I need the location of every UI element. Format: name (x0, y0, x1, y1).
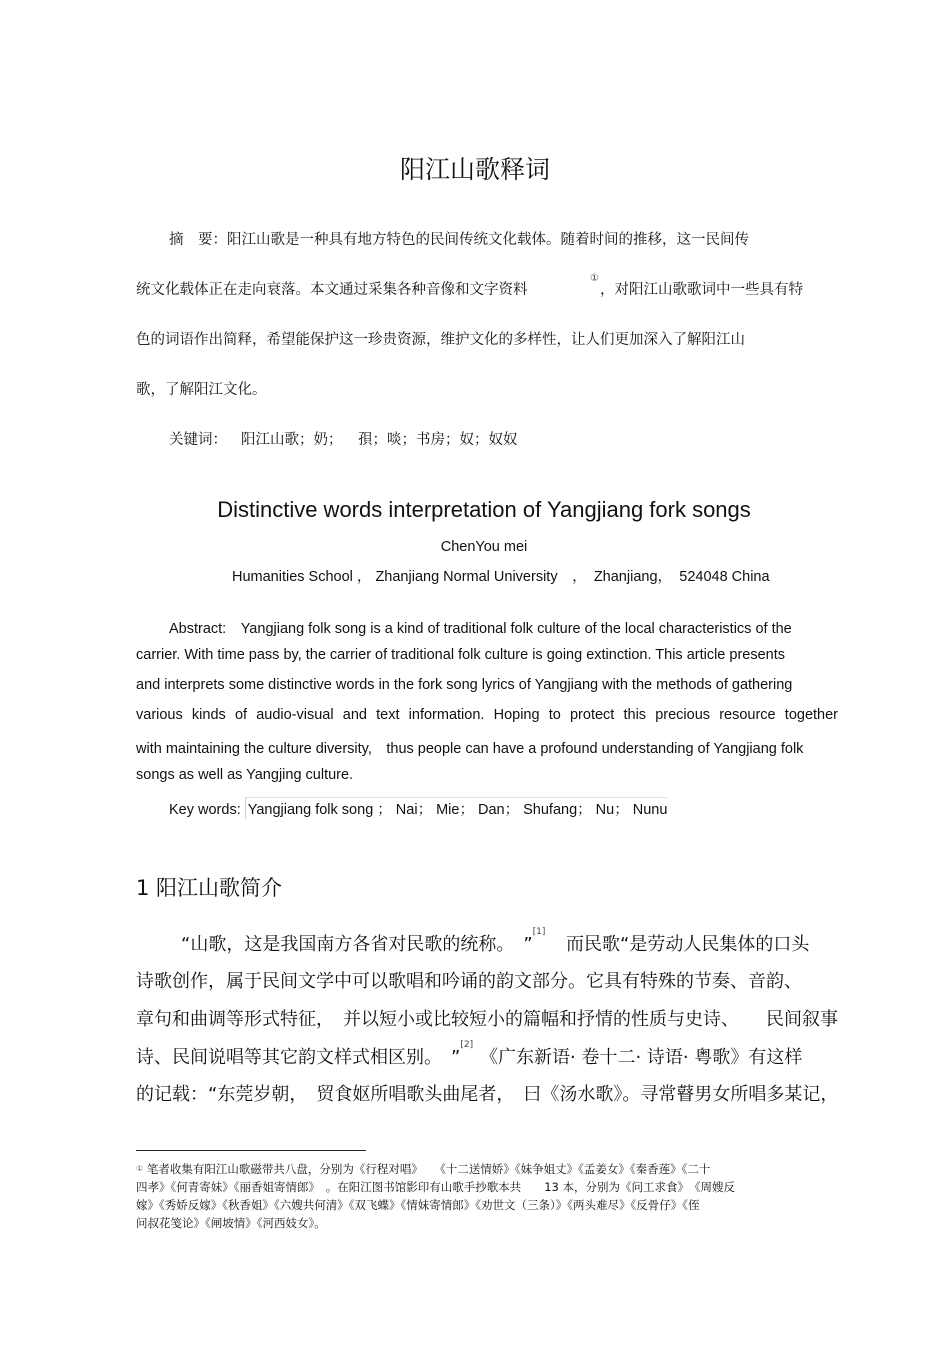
abstract-en-line-1: Abstract: Yangjiang folk song is a kind of traditional folk culture of the local characteristics of the (169, 621, 792, 637)
abstract-en-line-6: songs as well as Yangjing culture. (136, 767, 354, 783)
keywords-en-value: Yangjiang folk song ； Nai； Mie； Dan； Shufang； Nu； Nunu (245, 797, 668, 819)
keywords-en-label: Key words: (169, 802, 241, 818)
keywords-cn-label: 关键词： (169, 432, 227, 448)
keywords-cn (169, 428, 227, 449)
abstract-cn-line-2-cont: ，对阳江山歌歌词中一些具有特 (600, 282, 803, 298)
abstract-cn-line-4: 歌，了解阳江文化。 (136, 382, 267, 398)
footnote-line-1 (136, 1160, 735, 1178)
section-1-line-4b: 《广东新语· 卷十二· 诗语· 粤歌》有这样 (480, 1047, 803, 1068)
abstract-en-line-4: various kinds of audio-visual and text information. Hoping to protect this precious resource together (136, 707, 838, 723)
ref-1: [1] (532, 927, 546, 937)
footnote-mark: ① (136, 1164, 144, 1173)
abstract-cn-line-2-text: 统文化载体正在走向衰落。本文通过采集各种音像和文字资料 (136, 282, 528, 298)
section-1-heading: 1 阳江山歌简介 (136, 876, 283, 900)
page-title-cn: 阳江山歌释词 (399, 155, 550, 184)
author-en: ChenYou mei (440, 539, 528, 555)
abstract-en-line-3: and interprets some distinctive words in the fork song lyrics of Yangjiang with the methods of gathering (136, 677, 793, 693)
footnote-marker-1: ① (590, 273, 599, 284)
section-1-line-1b: 而民歌“是劳动人民集体的口头 (566, 934, 810, 955)
abstract-cn-line-3: 色的词语作出简释，希望能保护这一珍贵资源，维护文化的多样性，让人们更加深入了解阳江山 (136, 332, 745, 348)
footnote-line-3: 嫁》《秀娇反嫁》《秋香姐》《六嫂共何清》《双飞蝶》《情妹寄情郎》《劝世文（三条）》《两头难尽》《反骨仔》《侄 (136, 1198, 700, 1212)
section-1-line-3: 章句和曲调等形式特征， 并以短小或比较短小的篇幅和抒情的性质与史诗、 民间叙事 (136, 1009, 838, 1030)
abstract-en-line-2: carrier. With time pass by, the carrier of traditional folk culture is going extinction. This article presents (136, 647, 786, 663)
section-1-line-4 (136, 1040, 474, 1069)
footnote-line-4: 问叔花笺论》《闸坡情》《河西妓女》。 (136, 1216, 326, 1230)
abstract-cn-line-2 (136, 278, 528, 299)
section-1-line-1 (181, 927, 546, 956)
keywords-en (169, 797, 667, 819)
section-1-line-5: 的记载：“东莞岁朝， 贸食妪所唱歌头曲尾者， 曰《汤水歌》。寻常瞽男女所唱多某记， (136, 1084, 839, 1105)
footnote-line-2: 四孝》《何青寄妹》《丽香姐寄情郎》 。在阳江图书馆影印有山歌手抄歌本共 13 本，分别为《问工求食》 《周嫂反 (136, 1180, 736, 1194)
abstract-en-line-5: with maintaining the culture diversity, thus people can have a profound understanding of Yangjiang folk (136, 741, 804, 757)
footnote-1 (136, 1160, 735, 1232)
keywords-cn-part-1: 阳江山歌；奶； (241, 432, 343, 448)
ref-2: [2] (460, 1040, 474, 1050)
keywords-cn-part-2: 孭；啖；书房；奴；奴奴 (358, 432, 518, 448)
affiliation-en: Humanities School ， Zhanjiang Normal University ， Zhanjiang， 524048 China (232, 569, 770, 585)
section-1-line-2: 诗歌创作，属于民间文学中可以歌唱和吟诵的韵文部分。它具有特殊的节奏、音韵、 (136, 971, 802, 992)
footnote-divider (136, 1150, 366, 1151)
section-1-line-1a: “山歌，这是我国南方各省对民歌的统称。 ” (181, 934, 533, 955)
section-1-line-4a: 诗、民间说唱等其它韵文样式相区别。 ” (136, 1047, 461, 1068)
abstract-cn-line-1: 摘 要：阳江山歌是一种具有地方特色的民间传统文化载体。随着时间的推移，这一民间传 (169, 232, 749, 248)
title-en: Distinctive words interpretation of Yangjiang fork songs (217, 497, 751, 522)
footnote-line-1-text: 笔者收集有阳江山歌磁带共八盘，分别为《行程对唱》 《十二送情娇》《妹争姐丈》《孟姜女》《秦香莲》《二十 (146, 1162, 711, 1176)
